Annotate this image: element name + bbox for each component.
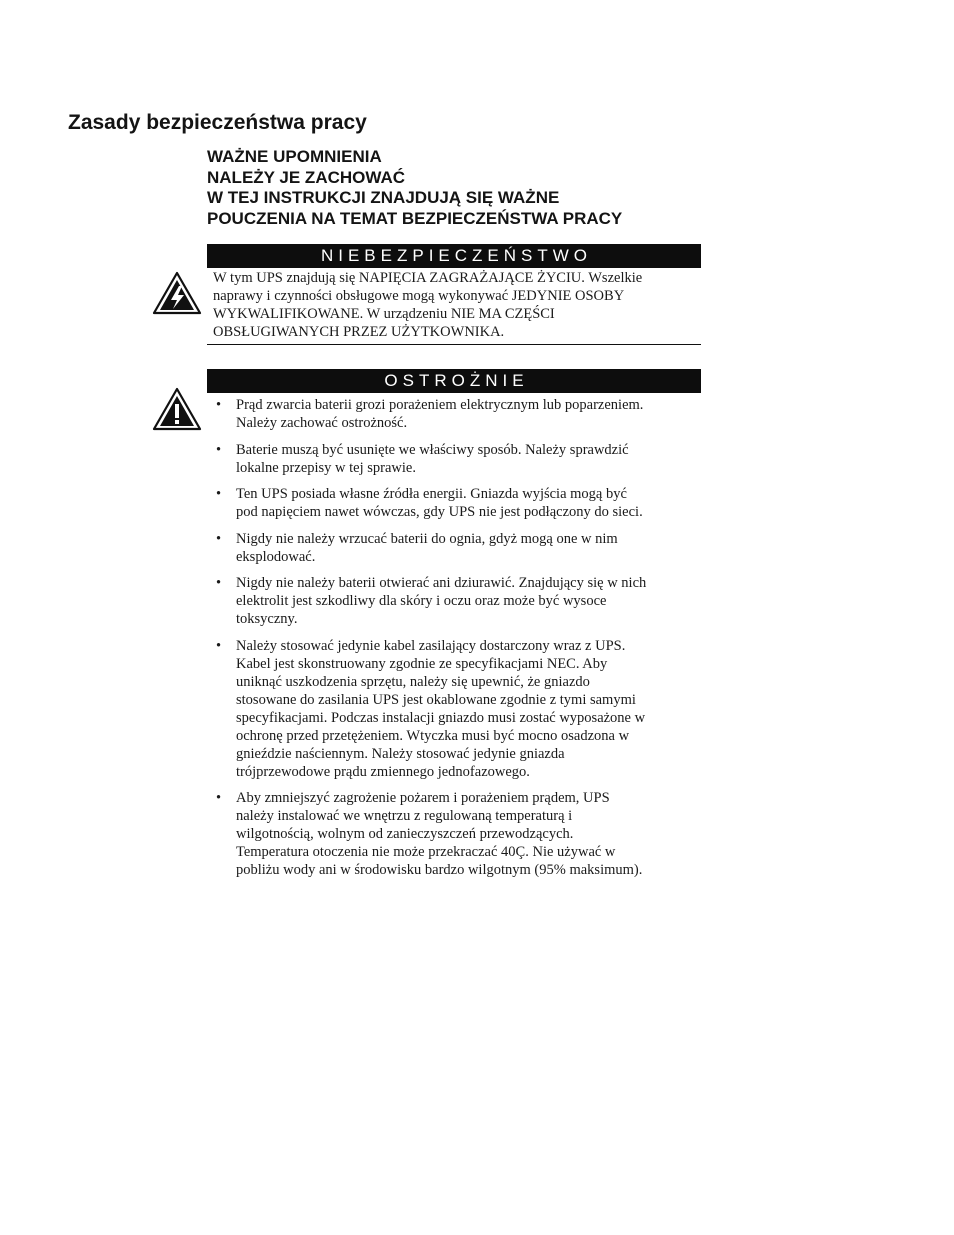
bullet-mark: • [216,486,222,502]
list-item-line: Nigdy nie należy baterii otwierać ani dziurawić. Znajdujący się w nich [236,575,647,591]
list-item-text [236,530,706,566]
list-item-text [236,574,706,628]
list-item-text [236,637,706,781]
list-item-line: elektrolit jest szkodliwy dla skóry i oczu oraz może być wysoce [236,593,607,609]
caution-banner [207,369,701,393]
list-item-line: należy instalować we wnętrzu z regulowaną temperaturą i [236,808,573,824]
danger-heading: NIEBEZPIECZEŃSTWO [320,246,593,265]
danger-line: OBSŁUGIWANYCH PRZEZ UŻYTKOWNIKA. [213,324,505,340]
bullet-mark: • [216,397,222,413]
list-item-line: uniknąć uszkodzenia sprzętu, należy się upewnić, że gniazdo [236,673,590,690]
danger-text [213,269,701,341]
list-item-text [236,485,706,521]
list-item-line: Kabel jest skonstruowany zgodnie ze specyfikacjami NEC. Aby [236,655,608,672]
list-item-line: Baterie muszą być usunięte we właściwy sposób. Należy sprawdzić [236,441,629,458]
danger-line: naprawy i czynności obsługowe mogą wykonywać JEDYNIE OSOBY [213,288,625,304]
danger-banner [207,244,701,268]
high-voltage-warning-icon [152,271,202,315]
list-item-line: pobliżu wody ani w środowisku bardzo wilgotnym (95% maksimum). [236,862,643,878]
list-item-text [236,441,706,477]
list-item-line: lokalne przepisy w tej sprawie. [236,459,416,476]
list-item-line: eksplodować. [236,548,316,565]
list-item-line: stosowane do zasilania UPS jest okablowane zgodnie z tymi samymi [236,691,636,708]
list-item-line: gnieździe naściennym. Należy stosować jedynie gniazda [236,745,565,762]
list-item-line: Temperatura otoczenia nie może przekraczać 40Ç. Nie używać w [236,844,616,860]
important-notice [207,147,727,229]
list-item-line: Ten UPS posiada własne źródła energii. Gniazda wyjścia mogą być [236,486,627,502]
list-item-text [236,396,706,432]
list-item-line: Należy zachować ostrożność. [236,415,408,431]
list-item-line: toksyczny. [236,611,298,627]
bullet-mark: • [216,575,222,591]
list-item-line: specyfikacjami. Podczas instalacji gniazdo musi zostać wyposażone w [236,709,646,726]
page-title: Zasady bezpieczeństwa pracy [68,111,367,134]
list-item-line: Należy stosować jedynie kabel zasilający dostarczony wraz z UPS. [236,637,626,654]
important-line: WAŻNE UPOMNIENIA [207,147,382,166]
bullet-mark: • [216,441,222,458]
bullet-mark: • [216,530,222,547]
list-item-line: Prąd zwarcia baterii grozi porażeniem elektrycznym lub poparzeniem. [236,397,644,413]
important-line: NALEŻY JE ZACHOWAĆ [207,167,406,187]
danger-line: WYKWALIFIKOWANE. W urządzeniu NIE MA CZĘŚCI [213,306,555,322]
caution-heading: OSTROŻNIE [384,371,529,390]
list-item-text [236,789,706,879]
bullet-mark: • [216,637,222,654]
list-item-line: Aby zmniejszyć zagrożenie pożarem i porażeniem prądem, UPS [236,790,610,806]
list-item-line: wilgotnością, wolnym od zanieczyszczeń przewodzących. [236,826,574,842]
danger-line: W tym UPS znajdują się NAPIĘCIA ZAGRAŻAJĄCE ŻYCIU. Wszelkie [213,270,643,286]
list-item-line: Nigdy nie należy wrzucać baterii do ognia, gdyż mogą one w nim [236,530,618,547]
list-item-line: pod napięciem nawet wówczas, gdy UPS nie jest podłączony do sieci. [236,504,643,520]
exclamation-warning-icon [152,387,202,431]
list-item-line: trójprzewodowe prądu zmiennego jednofazowego. [236,763,530,780]
list-item-line: ochronę przed przetężeniem. Wtyczka musi być mocno osadzona w [236,727,630,744]
important-line: W TEJ INSTRUKCJI ZNAJDUJĄ SIĘ WAŻNE [207,188,560,207]
important-line: POUCZENIA NA TEMAT BEZPIECZEŃSTWA PRACY [207,208,623,228]
danger-divider [207,344,701,345]
bullet-mark: • [216,790,222,806]
